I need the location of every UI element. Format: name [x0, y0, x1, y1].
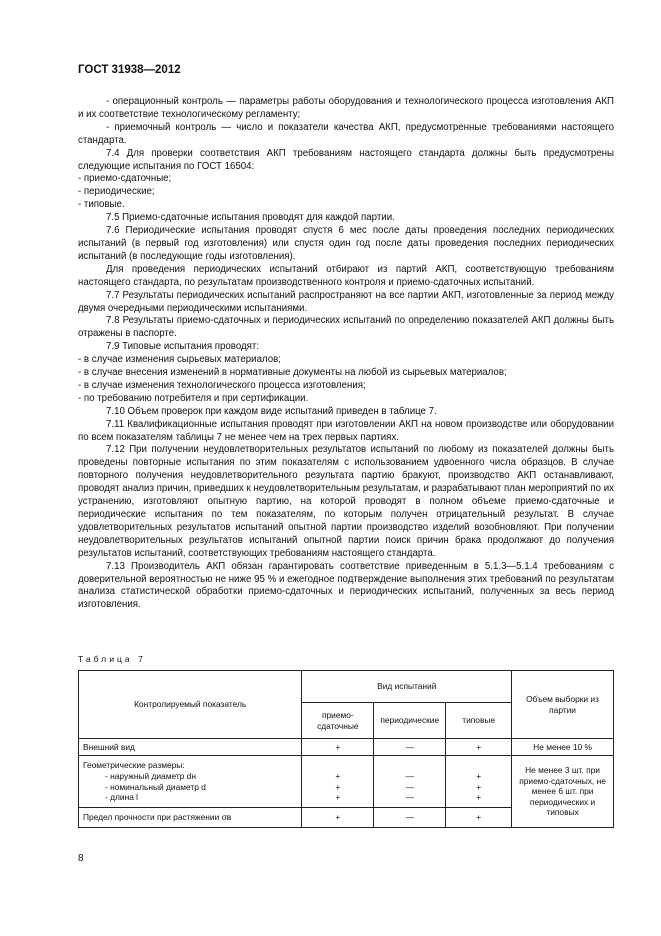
control-table	[78, 670, 614, 828]
cell-sample-geometry: Не менее 3 шт. при приемо-сдаточных, не менее 6 шт. при периодических и типовых	[512, 756, 614, 828]
row-label-geometry	[79, 756, 302, 808]
paragraph: Для проведения периодических испытаний отбирают из партий АКП, соответствующую требованиям настоящего стандарта, по результатам производственного контроля и приемо-сдаточных испытаний.	[78, 263, 614, 288]
table-row	[79, 739, 614, 756]
header-indicator: Контролируемый показатель	[79, 671, 302, 739]
geometry-title: Геометрические размеры:	[83, 760, 185, 771]
nominal-diameter-label: - номинальный диаметр d	[105, 781, 206, 792]
document-body	[78, 96, 614, 612]
paragraph: 7.13 Производитель АКП обязан гарантировать соответствие приведенным в 5.1.3—5.1.4 требованиям с доверительной вероятностью не ниже 95 % и ежегодное подтверждение выполнения этих требований по результатам анализа статистической обработки приемо-сдаточных и периодических испытаний, полученных за весь период изготовления.	[78, 560, 614, 611]
cell-acceptance	[302, 756, 374, 808]
paragraph: 7.5 Приемо-сдаточные испытания проводят для каждой партии.	[106, 212, 395, 224]
header-test-type: Вид испытаний	[302, 671, 512, 703]
mark: +	[476, 792, 482, 803]
paragraph: 7.12 При получении неудовлетворительных результатов испытаний по любому из показателей должны быть проведены повторные испытания по этим показателям с использованием удвоенного числа образцов. В случае повторного получения неудовлетворительного результата партию бракуют, производство АКП останавливают, проводят анализ причин, приведших к неудовлетворительным результатам, и разрабатывают план мероприятий по их устранению, изготовляют опытную партию, на которой проводят в полном объеме приемо-сдаточные и периодические испытания по тем показателям, по которым получен отрицательный результат. В случае удовлетворительных результатов испытаний опытной партии производство изделий возобновляют. При получении неудовлетворительных результатов испытаний опытной партии поиск причин брака продолжают до получения результатов испытаний, соответствующих требованиям настоящего стандарта.	[78, 444, 614, 559]
paragraph: 7.9 Типовые испытания проводят:	[106, 341, 260, 353]
cell-type: +	[446, 808, 512, 828]
paragraph: 7.10 Объем проверок при каждом виде испытаний приведен в таблице 7.	[106, 405, 437, 417]
cell-type: +	[446, 739, 512, 756]
cell-periodic: —	[374, 739, 446, 756]
header-acceptance: приемо-сдаточные	[302, 703, 374, 739]
mark: +	[335, 781, 341, 792]
paragraph: - в случае изменения сырьевых материалов;	[78, 354, 281, 366]
table-caption: Таблица 7	[78, 654, 146, 664]
row-label: Предел прочности при растяжении σв	[79, 808, 302, 828]
paragraph: 7.7 Результаты периодических испытаний распространяют на все партии АКП, изготовленные за период между двумя очередными периодическими испытаниями.	[78, 289, 614, 314]
cell-periodic	[374, 756, 446, 808]
paragraph: 7.6 Периодические испытания проводят спустя 6 мес после даты проведения последних периодических испытаний (в первый год изготовления) или спустя один год после даты проведения последних периодических испытаний (в последующие годы изготовления).	[78, 225, 614, 262]
outer-diameter-label: - наружный диаметр dн	[105, 770, 196, 781]
length-label: - длина l	[105, 792, 139, 803]
paragraph: 7.4 Для проверки соответствия АКП требованиям настоящего стандарта должны быть предусмотрены следующие испытания по ГОСТ 16504:	[78, 147, 614, 172]
mark: +	[476, 770, 482, 781]
mark: —	[405, 781, 414, 792]
mark: —	[405, 792, 414, 803]
cell-sample: Не менее 10 %	[512, 739, 614, 756]
paragraph: - операционный контроль — параметры работы оборудования и технологического процесса изготовления АКП и их соответствие технологическому регламенту;	[78, 96, 614, 120]
row-label: Внешний вид	[79, 739, 302, 756]
cell-acceptance: +	[302, 808, 374, 828]
mark: +	[335, 770, 341, 781]
header-periodic: периодические	[374, 703, 446, 739]
header-type-tests: типовые	[446, 703, 512, 739]
cell-type	[446, 756, 512, 808]
paragraph: - в случае изменения технологического процесса изготовления;	[78, 379, 366, 391]
document-header: ГОСТ 31938—2012	[78, 64, 181, 76]
table-row	[79, 756, 614, 808]
mark: +	[476, 781, 482, 792]
paragraph: - приемо-сдаточные;	[78, 173, 172, 185]
header-sample-size: Объем выборки из партии	[512, 671, 614, 739]
paragraph: - по требованию потребителя и при сертификации.	[78, 392, 309, 404]
cell-acceptance: +	[302, 739, 374, 756]
mark: +	[335, 792, 341, 803]
mark: —	[405, 770, 414, 781]
paragraph: 7.8 Результаты приемо-сдаточных и периодических испытаний по определению показателей АКП должны быть отражены в паспорте.	[78, 315, 614, 340]
paragraph: - в случае внесения изменений в нормативные документы на любой из сырьевых материалов;	[78, 367, 507, 379]
paragraph: 7.11 Квалификационные испытания проводят при изготовлении АКП на новом производстве или оборудовании по всем показателям таблицы 7 не менее чем на трех первых партиях.	[78, 418, 614, 443]
cell-periodic: —	[374, 808, 446, 828]
paragraph: - периодические;	[78, 186, 155, 198]
paragraph: - приемочный контроль — число и показатели качества АКП, предусмотренные требованиями настоящего стандарта.	[78, 121, 614, 146]
page-number: 8	[78, 853, 84, 864]
paragraph: - типовые.	[78, 199, 125, 211]
